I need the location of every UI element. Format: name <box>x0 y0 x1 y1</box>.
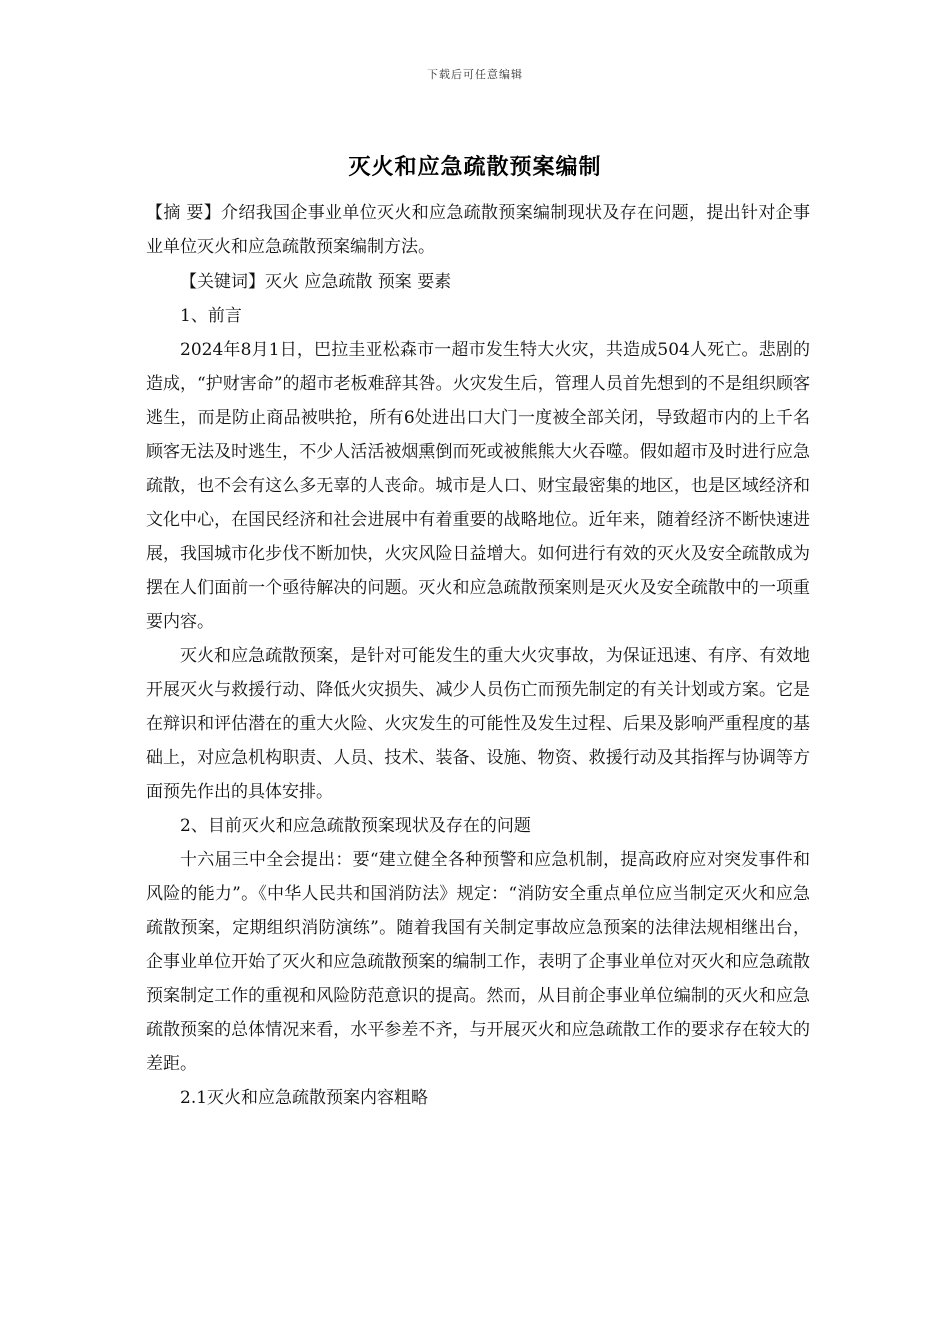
document-title: 灭火和应急疏散预案编制 <box>348 155 602 180</box>
section1-paragraph-1: 2024年8月1日，巴拉圭亚松森市一超市发生特大火灾，共造成504人死亡。悲剧的造成，“护财害命”的超市老板难辞其咎。火灾发生后，管理人员首先想到的不是组织顾客逃生，而是防止商品被哄抢，所有6处进出口大门一度被全部关闭，导致超市内的上千名顾客无法及时逃生，不少人活活被烟熏倒而死或被熊熊大火吞噬。假如超市及时进行应急疏散，也不会有这么多无辜的人丧命。城市是人口、财宝最密集的地区，也是区域经济和文化中心，在国民经济和社会进展中有着重要的战略地位。近年来，随着经济不断快速进展，我国城市化步伐不断加快，火灾风险日益增大。如何进行有效的灭火及安全疏散成为摆在人们面前一个亟待解决的问题。灭火和应急疏散预案则是灭火及安全疏散中的一项重要内容。 <box>146 340 810 632</box>
section21-heading: 2.1灭火和应急疏散预案内容粗略 <box>180 1088 429 1108</box>
section2-heading: 2、目前灭火和应急疏散预案现状及存在的问题 <box>180 816 531 836</box>
section1-paragraph-2: 灭火和应急疏散预案，是针对可能发生的重大火灾事故，为保证迅速、有序、有效地开展灭火与救援行动、降低火灾损失、减少人员伤亡而预先制定的有关计划或方案。它是在辩识和评估潜在的重大火险、火灾发生的可能性及发生过程、后果及影响严重程度的基础上，对应急机构职责、人员、技术、装备、设施、物资、救援行动及其指挥与协调等方面预先作出的具体安排。 <box>146 646 810 802</box>
section1-heading: 1、前言 <box>180 306 242 326</box>
document-body <box>146 196 810 1115</box>
keywords-line: 【关键词】灭火 应急疏散 预案 要素 <box>180 272 452 292</box>
section2-paragraph-1: 十六届三中全会提出：要“建立健全各种预警和应急机制，提高政府应对突发事件和风险的能力”。《中华人民共和国消防法》规定：“消防安全重点单位应当制定灭火和应急疏散预案，定期组织消防演练”。随着我国有关制定事故应急预案的法律法规相继出台，企事业单位开始了灭火和应急疏散预案的编制工作，表明了企事业单位对灭火和应急疏散预案制定工作的重视和风险防范意识的提高。然而，从目前企事业单位编制的灭火和应急疏散预案的总体情况来看，水平参差不齐，与开展灭火和应急疏散工作的要求存在较大的差距。 <box>146 850 810 1074</box>
abstract-paragraph: 【摘 要】介绍我国企事业单位灭火和应急疏散预案编制现状及存在问题，提出针对企事业单位灭火和应急疏散预案编制方法。 <box>146 203 810 257</box>
header-note: 下载后可任意编辑 <box>427 68 523 81</box>
